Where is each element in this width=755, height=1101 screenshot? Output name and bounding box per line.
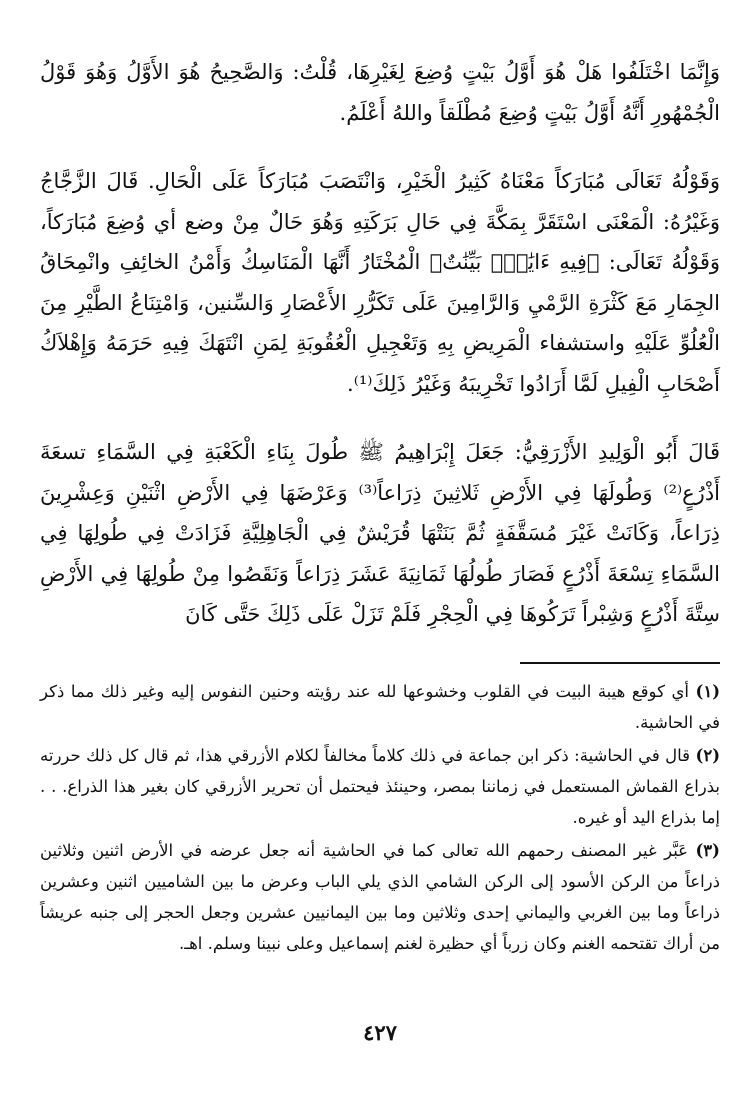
paragraph-1: وَإِنَّمَا اخْتَلَفُوا هَلْ هُوَ أَوَّلُ بَيْتٍ وُضِعَ لِغَيْرِهَا، قُلْتُ: وَالصَّحِيحُ هُوَ الأَوَّلُ وَهُوَ قَوْلُ الْجُمْهُورِ أَنَّهُ أَوَّلُ بَيْتٍ وُضِعَ مُطْلَقاً واللهُ أَعْلَمُ. bbox=[40, 60, 720, 125]
paragraph-3: قَالَ أَبُو الْوَلِيدِ الأَزْرَقِيُّ: جَعَلَ إِبْرَاهِيمُ ﷺ طُولَ بِنَاءِ الْكَعْبَةِ فِي السَّمَاءِ تسعَةَ أَذْرُعٍ⁽²⁾ وَطُولَهَا فِي الأَرْضِ ثَلاثِينَ ذِرَاعاً⁽³⁾ وَعَرْضَهَا فِي الأَرْضِ اثْنَيْنِ وَعِشْرِينَ ذِرَاعاً، وَكَانَتْ غَيْرَ مُسَقَّفَةٍ ثُمَّ بَنَتْهَا قُرَيْشٌ فِي الْجَاهِلِيَّةِ فَزَادَتْ فِي طُولِهَا فِي السَّمَاءِ تِسْعَةَ أَذْرُعٍ فَصَارَ طُولُهَا ثَمَانِيَةَ عَشَرَ ذِرَاعاً وَنَقَصُوا مِنْ طُولِهَا فِي الأَرْضِ سِتَّةَ أَذْرُعٍ وَشِبْراً تَرَكُوهَا فِي الْحِجْرِ فَلَمْ تَزَلْ عَلَى ذَلِكَ حَتَّى كَانَ bbox=[40, 440, 720, 626]
footnote-text: عَبَّر غير المصنف رحمهم الله تعالى كما في الحاشية أنه جعل عرضه في الأرض اثنين وثلاثين ذراعاً من الركن الأسود إلى الركن الشامي الذي يلي الباب وعرض ما بين الشاميين اثنين وعشرين ذراعاً وما بين الغربي واليماني إحدى وثلاثين وما بين اليمانيين عشرين وجعل الحجر إلى جنبه عريشاً من أراك تقتحمه الغنم وكان زرباً أي حظيرة لغنم إسماعيل وعلى نبينا وسلم. اهـ. bbox=[40, 841, 720, 953]
book-page bbox=[40, 52, 720, 1072]
footnote-text: أي كوقع هيبة البيت في القلوب وخشوعها لله عند رؤيته وحنين النفوس إليه وغير ذلك مما ذكر في الحاشية. bbox=[40, 682, 720, 732]
footnote-text: قال في الحاشية: ذكر ابن جماعة في ذلك كلاماً مخالفاً لكلام الأزرقي هذا، ثم قال كل ذلك حررته بذراع القماش المستعمل في زماننا بمصر، وحينئذ فيحتمل أن تحرير الأزرقي كان بغير هذا الذراع. . . إما بذراع اليد أو غيره. bbox=[40, 746, 720, 827]
footnotes bbox=[40, 676, 720, 961]
page-number: ٤٢٧ bbox=[363, 1020, 397, 1045]
footnote-divider bbox=[520, 662, 720, 664]
footnote-2 bbox=[40, 740, 720, 833]
main-text bbox=[40, 52, 720, 635]
footnote-3 bbox=[40, 835, 720, 959]
footnote-1 bbox=[40, 676, 720, 738]
footnote-number: (٢) bbox=[695, 746, 720, 765]
paragraph-2: وَقَوْلُهُ تَعَالَى مُبَارَكاً مَعْنَاهُ كَثِيرُ الْخَيْرِ، وَانْتَصَبَ مُبَارَكاً عَلَى الْحَالِ. قَالَ الزَّجَّاجُ وَغَيْرُهُ: الْمَعْنَى اسْتَقَرَّ بِمَكَّةَ فِي حَالِ بَرَكَتِهِ وَهُوَ حَالٌ مِنْ وضع أي وُضِعَ مُبَارَكاً، وَقَوْلُهُ تَعَالَى: ﴿فِيهِ ءَايَٰتٌۢ بَيِّنَٰتٌ﴾ الْمُخْتَارُ أَنَّهَا الْمَنَاسِكُ وَأَمْنُ الخائِفِ وانْمِحَاقُ الجِمَارِ مَعَ كَثْرَةِ الرَّمْيِ وَالرَّامِينَ عَلَى تَكَرُّرِ الأَعْصَارِ وَالسِّنين، وَامْتِنَاعُ الطَّيْرِ مِنَ الْعُلُوِّ عَلَيْهِ واستشفاء الْمَرِيضِ بِهِ وَتَعْجِيلِ الْعُقُوبَةِ لِمَنِ انْتَهَكَ فِيهِ حَرَمَهُ وَإِهْلاَكُ أَصْحَابِ الْفِيلِ لَمَّا أَرَادُوا تَخْرِيبَهُ وَغَيْرُ ذَلِكَ⁽¹⁾. bbox=[40, 169, 720, 396]
footnote-number: (١) bbox=[695, 682, 721, 701]
footnote-number: (٣) bbox=[695, 841, 720, 860]
